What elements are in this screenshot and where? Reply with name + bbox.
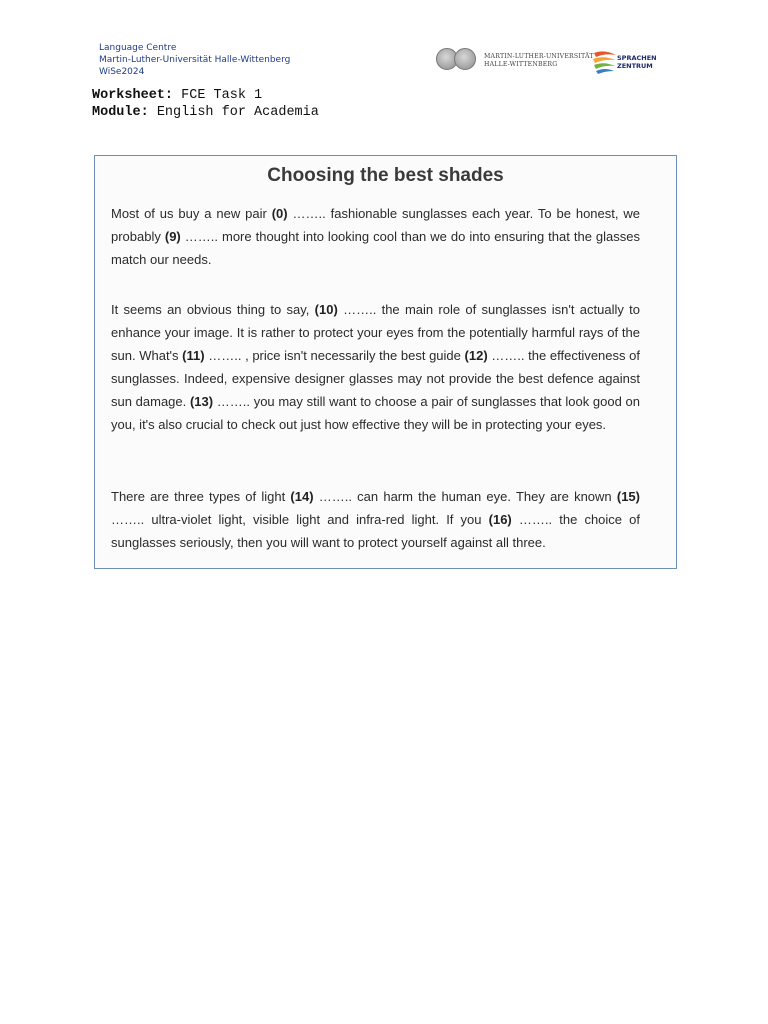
- gap-number: (11): [182, 348, 205, 363]
- worksheet-meta: [92, 88, 319, 121]
- logos: [436, 46, 666, 78]
- exercise-title: Choosing the best shades: [267, 165, 504, 186]
- module-label: Module:: [92, 104, 149, 120]
- gap-number: (0): [271, 206, 288, 221]
- paragraph: [111, 485, 640, 554]
- sprachenzentrum-logo-icon: [592, 47, 618, 75]
- worksheet-label: Worksheet:: [92, 88, 174, 103]
- paragraph-text: …….. the choice of sunglasses seriously, then you will want to protect yourself against all three.: [111, 512, 640, 550]
- gap-number: (9): [164, 229, 181, 244]
- gap-number: (14): [290, 489, 314, 504]
- paragraph-text: …….. fashionable sunglasses each year. To be honest, we probably: [111, 206, 640, 244]
- org-line: Language Centre: [99, 43, 177, 53]
- exercise-text-box: [94, 155, 677, 569]
- paragraph-text: Most of us buy a new pair: [111, 206, 272, 221]
- university-seal-icon: [454, 48, 476, 70]
- paragraph-text: There are three types of light: [111, 489, 291, 504]
- module-line: [92, 105, 319, 122]
- worksheet-value: FCE Task 1: [181, 88, 263, 103]
- university-logo-text: MARTIN-LUTHER-UNIVERSITÄT HALLE-WITTENBERG: [484, 53, 594, 68]
- paragraph-text: …….. ultra-violet light, visible light and infra-red light. If you: [111, 512, 489, 527]
- gap-number: (16): [488, 512, 512, 527]
- gap-number: (12): [464, 348, 488, 363]
- sprachenzentrum-logo-text: SPRACHEN ZENTRUM: [617, 54, 657, 70]
- worksheet-line: [92, 88, 319, 105]
- gap-number: (15): [616, 489, 640, 504]
- org-line: Martin-Luther-Universität Halle-Wittenberg: [99, 55, 291, 65]
- paragraph-text: …….. can harm the human eye. They are known: [313, 489, 617, 504]
- paragraph: [111, 298, 640, 436]
- paragraph-text: …….. you may still want to choose a pair of sunglasses that look good on you, it's also crucial to check out just how effective they will be in protecting your eyes.: [111, 394, 640, 432]
- module-value: English for Academia: [156, 104, 319, 120]
- paragraph-text: It seems an obvious thing to say,: [111, 302, 315, 317]
- gap-number: (13): [189, 394, 214, 409]
- institution-header: [99, 42, 290, 78]
- paragraph-text: …….. more thought into looking cool than we do into ensuring that the glasses match our needs.: [111, 229, 641, 267]
- gap-number: (10): [314, 302, 338, 317]
- paragraph-text: …….. the effectiveness of sunglasses. Indeed, expensive designer glasses may not provide the best defence against sun damage.: [111, 348, 640, 409]
- paragraph-text: …….. the main role of sunglasses isn't actually to enhance your image. It is rather to protect your eyes from the potentially harmful rays of the sun. What's: [111, 302, 640, 363]
- org-line: WiSe2024: [99, 67, 145, 77]
- paragraph-text: …….. , price isn't necessarily the best guide: [204, 348, 465, 363]
- paragraph: [111, 202, 640, 271]
